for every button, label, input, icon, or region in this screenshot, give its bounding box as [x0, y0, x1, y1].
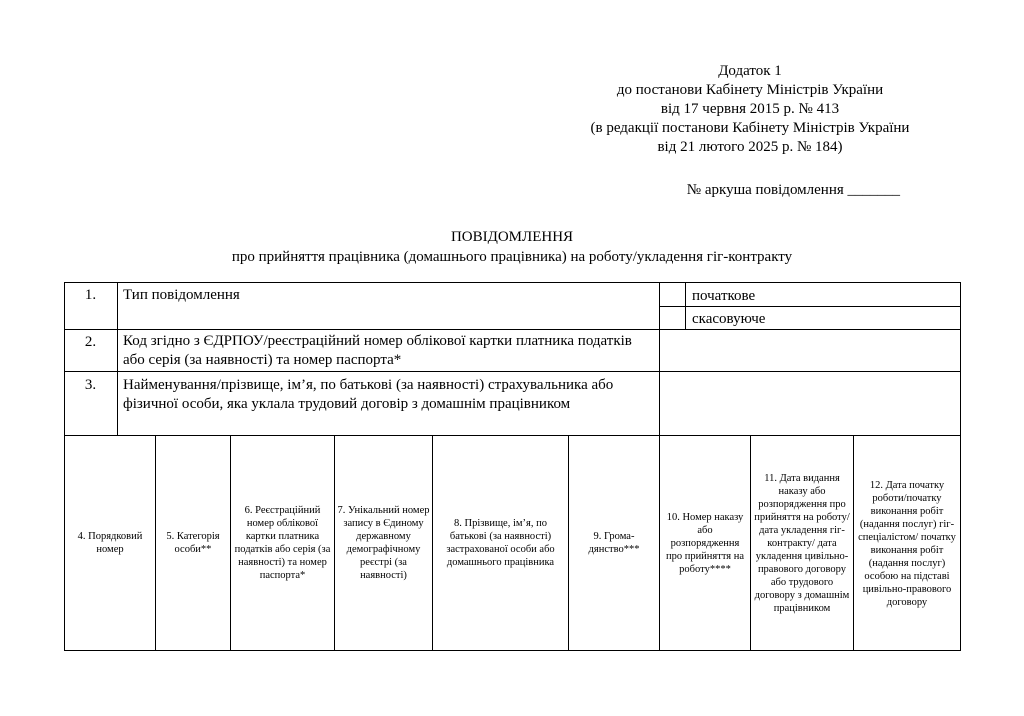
column-header-order-number: 10. Номер наказу або розпорядження про прийняття на роботу****: [665, 511, 745, 575]
employer-code-field[interactable]: [660, 330, 960, 371]
column-header-start-date: 12. Дата початку роботи/початку виконання робіт (надання послуг) гіг-спеціалістом/ початку виконання робіт (надання послуг) особою на підставі цивільно-правового договору: [858, 479, 956, 608]
notification-type-label: Тип повідомлення: [123, 287, 240, 303]
decree-reference: [540, 62, 960, 157]
column-header-person-category: 5. Категорія особи**: [166, 531, 220, 555]
column-header-sequence-number: 4. Порядковий номер: [77, 531, 143, 555]
document-subtitle: про прийняття працівника (домашнього працівника) на роботу/укладення гіг-контракту: [231, 249, 793, 265]
column-header-tax-number: 6. Реєстраційний номер облікової картки платника податків або серія (за наявності) та номер паспорта*: [234, 505, 331, 581]
document-title: ПОВІДОМЛЕННЯ: [450, 229, 574, 245]
header-line: від 17 червня 2015 р. № 413: [660, 101, 840, 117]
row-number: 3.: [84, 377, 97, 393]
column-header-full-name: 8. Прізвище, ім’я, по батькові (за наявності) застрахованої особи або домашнього працівника: [446, 518, 555, 568]
header-line: Додаток 1: [718, 63, 782, 79]
column-header-demographic-record: 7. Унікальний номер запису в Єдиному державному демографічному реєстрі (за наявності): [337, 505, 430, 581]
row-number: 2.: [84, 334, 97, 350]
employer-code-label: Код згідно з ЄДРПОУ/реєстраційний номер облікової картки платника податків або серія (за наявності) та номер паспорта*: [123, 333, 632, 368]
header-line: до постанови Кабінету Міністрів України: [616, 82, 884, 98]
employer-name-field[interactable]: [660, 372, 960, 435]
header-line: (в редакції постанови Кабінету Міністрів України: [590, 120, 910, 136]
option-initial[interactable]: початкове: [692, 288, 756, 304]
column-header-citizenship: 9. Грома-дянство***: [588, 531, 640, 555]
row-number: 1.: [84, 287, 97, 303]
header-line: від 21 лютого 2025 р. № 184): [657, 139, 843, 155]
column-header-order-date: 11. Дата видання наказу або розпорядження про прийняття на роботу/дата укладення гіг-контракту/ дата укладення цивільно-правового договору або трудового договору з домашнім працівником: [754, 473, 850, 614]
employer-name-label: Найменування/прізвище, ім’я, по батькові (за наявності) страхувальника або фізичної особи, яка уклала трудовий договір з домашнім працівником: [123, 377, 614, 412]
sheet-number: № аркуша повідомлення _______: [686, 182, 900, 198]
option-cancelling[interactable]: скасовуюче: [692, 311, 766, 327]
